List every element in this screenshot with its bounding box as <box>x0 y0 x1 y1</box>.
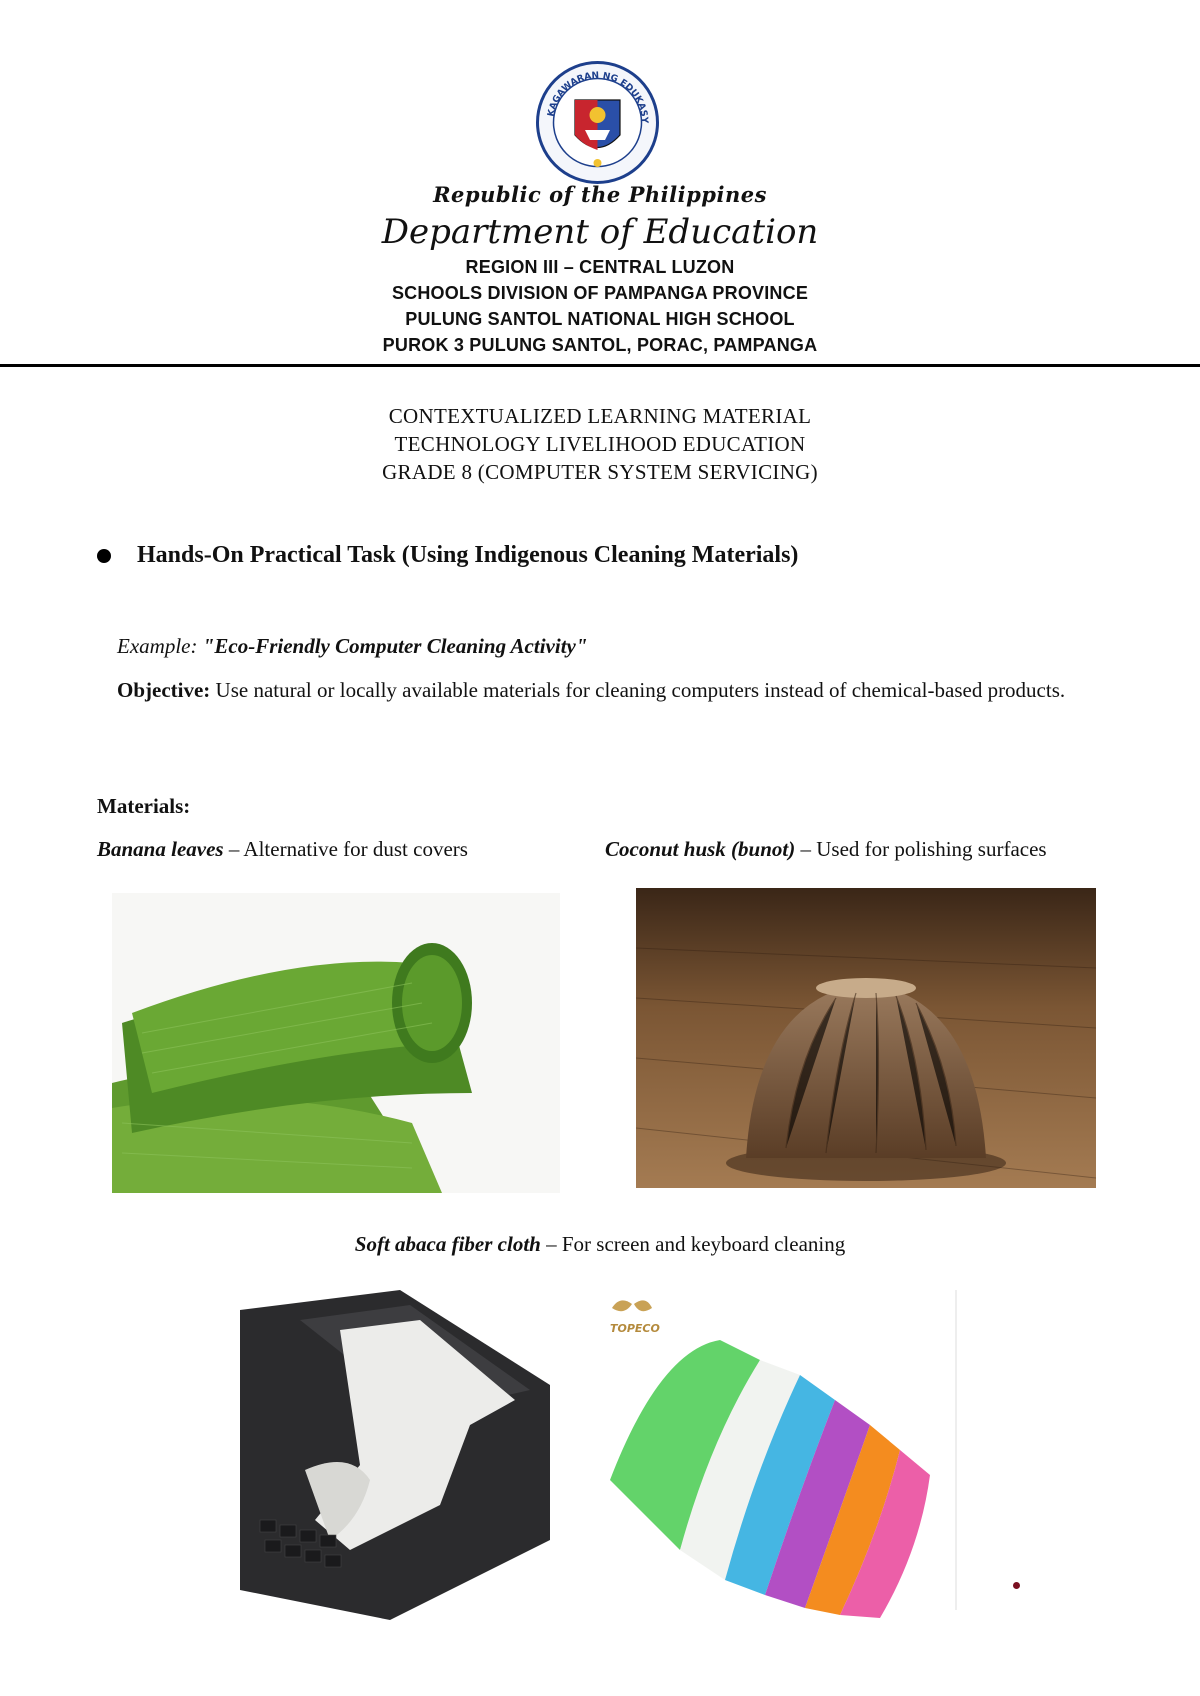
header-divider <box>0 364 1200 367</box>
bullet-icon <box>97 549 111 563</box>
banana-leaves-image <box>112 893 560 1193</box>
material-abaca-cloth <box>0 1232 1200 1257</box>
deped-seal <box>535 60 660 185</box>
svg-text:KAGAWARAN NG EDUKASYON: KAGAWARAN NG EDUKASY <box>546 70 650 124</box>
example-line <box>117 634 588 659</box>
material-desc: – Alternative for dust covers <box>228 837 468 861</box>
material-name: Soft abaca fiber cloth <box>354 1232 541 1256</box>
republic-label: Republic of the Philippines <box>433 182 767 207</box>
material-coconut-husk <box>605 837 1047 862</box>
header-region: REGION III – CENTRAL LUZON <box>465 257 735 277</box>
header-school: PULUNG SANTOL NATIONAL HIGH SCHOOL <box>405 309 795 329</box>
department-title: Department of Education <box>381 212 819 252</box>
objective-text: Use natural or locally available materials for cleaning computers instead of chemical-based products. <box>215 678 1066 702</box>
coconut-husk-image <box>636 888 1096 1188</box>
title-line-1: CONTEXTUALIZED LEARNING MATERIAL <box>388 404 812 428</box>
objective-label: Objective: <box>117 678 211 702</box>
title-line-3: GRADE 8 (COMPUTER SYSTEM SERVICING) <box>382 460 818 484</box>
example-title: "Eco-Friendly Computer Cleaning Activity" <box>202 634 588 658</box>
materials-heading: Materials: <box>97 794 191 818</box>
decorative-dot <box>1013 1582 1020 1589</box>
material-name: Banana leaves <box>97 837 224 861</box>
header-division: SCHOOLS DIVISION OF PAMPANGA PROVINCE <box>391 283 809 303</box>
material-desc: – Used for polishing surfaces <box>800 837 1047 861</box>
header-address: PUROK 3 PULUNG SANTOL, PORAC, PAMPANGA <box>382 335 818 355</box>
task-heading <box>97 542 798 569</box>
abaca-cloth-image <box>240 1290 980 1620</box>
material-banana-leaves <box>97 837 468 862</box>
task-heading-text: Hands-On Practical Task (Using Indigenous Cleaning Materials) <box>137 542 799 568</box>
material-desc: – For screen and keyboard cleaning <box>546 1232 846 1256</box>
title-line-2: TECHNOLOGY LIVELIHOOD EDUCATION <box>394 432 806 456</box>
material-name: Coconut husk (bunot) <box>605 837 796 861</box>
example-label: Example: <box>117 634 198 658</box>
topeco-logo-text: TOPECO <box>610 1322 660 1335</box>
objective-paragraph <box>117 676 1077 704</box>
